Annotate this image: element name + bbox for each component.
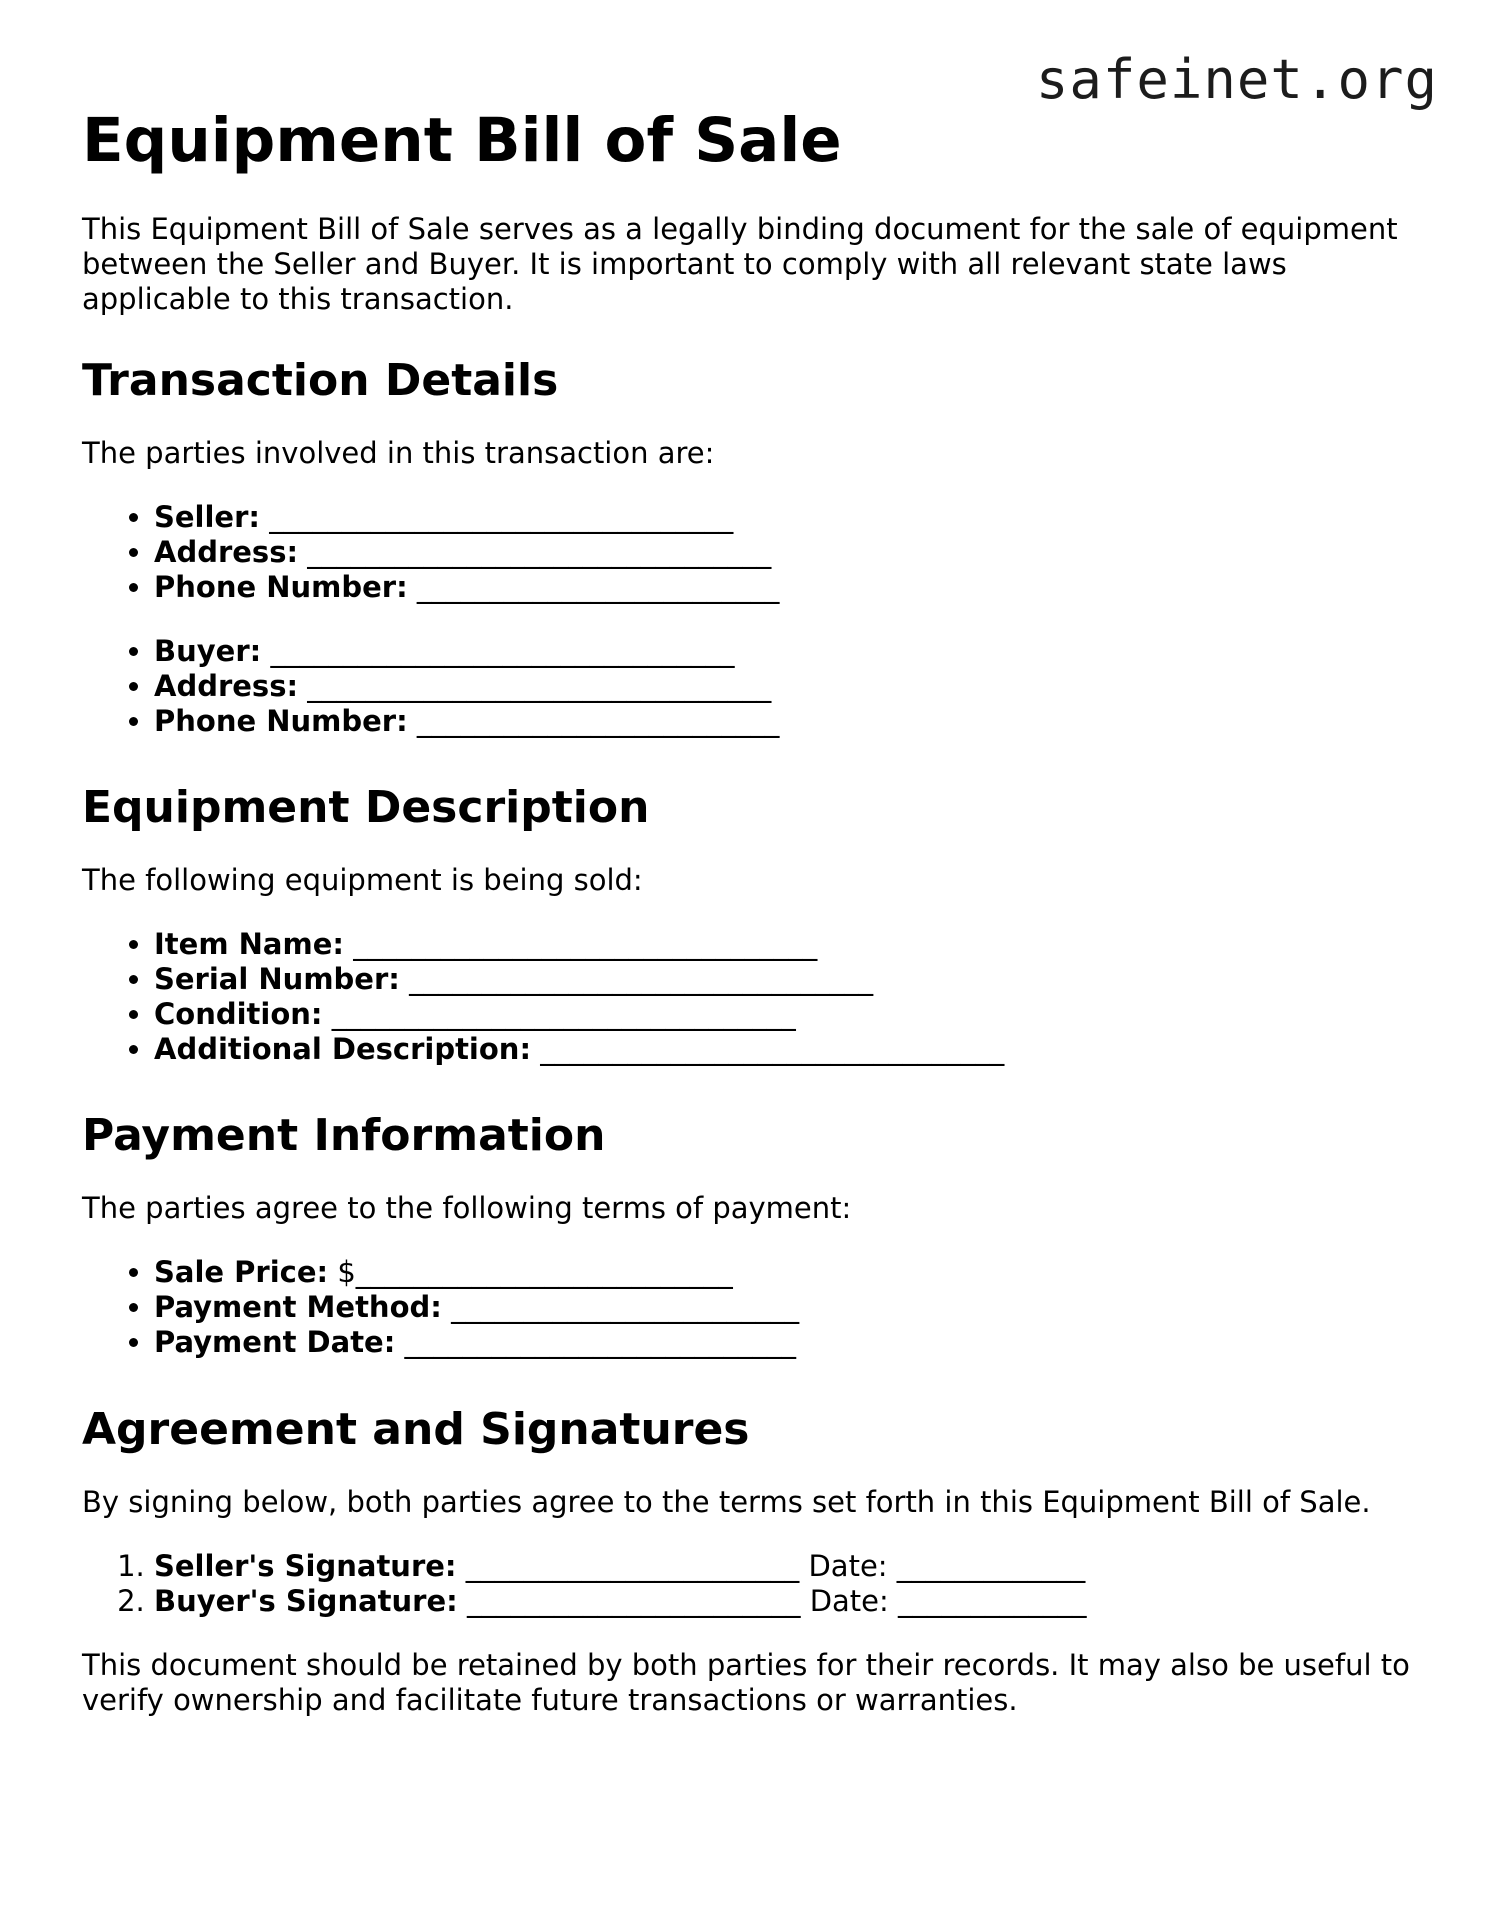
intro-paragraph: This Equipment Bill of Sale serves as a legally binding document for the sale of equipment between the Seller and Buyer. It is important to comply with all relevant state laws applicable to this transaction. (82, 212, 1398, 316)
list-item (154, 669, 1412, 704)
list-item (154, 927, 1412, 962)
list-item (154, 500, 1412, 535)
equipment-section (82, 782, 1412, 1067)
seller-signature-blank[interactable]: _______________________ (465, 1549, 800, 1583)
document-title: Equipment Bill of Sale (82, 105, 842, 176)
list-item (154, 704, 1412, 739)
buyer-label: Buyer: (154, 634, 262, 668)
seller-field-list (82, 500, 1412, 605)
buyer-field-list (82, 634, 1412, 739)
buyer-address-blank[interactable]: ________________________________ (307, 669, 772, 703)
buyer-blank[interactable]: ________________________________ (270, 634, 735, 668)
sale-price-blank[interactable]: $__________________________ (337, 1255, 733, 1289)
equipment-heading: Equipment Description (82, 782, 650, 833)
seller-label: Seller: (154, 500, 261, 534)
seller-address-label: Address: (154, 535, 299, 569)
payment-date-blank[interactable]: ___________________________ (404, 1325, 797, 1359)
payment-field-list (82, 1255, 1412, 1360)
signature-list (82, 1549, 1412, 1619)
buyer-phone-label: Phone Number: (154, 704, 408, 738)
list-item (154, 1255, 1412, 1290)
payment-heading: Payment Information (82, 1110, 606, 1161)
list-item (154, 1325, 1412, 1360)
list-item (154, 535, 1412, 570)
payment-method-blank[interactable]: ________________________ (451, 1290, 800, 1324)
buyer-signature-blank[interactable]: _______________________ (466, 1584, 801, 1618)
equipment-field-list (82, 927, 1412, 1067)
list-item (154, 1549, 1412, 1584)
seller-blank[interactable]: ________________________________ (269, 500, 734, 534)
closing-paragraph: This document should be retained by both parties for their records. It may also be useful to verify ownership and facilitate future transactions or warranties. (82, 1648, 1410, 1717)
condition-label: Condition: (154, 997, 323, 1031)
list-item (154, 634, 1412, 669)
list-item (154, 1584, 1412, 1619)
list-item (154, 997, 1412, 1032)
seller-phone-blank[interactable]: _________________________ (416, 570, 780, 604)
seller-address-blank[interactable]: ________________________________ (307, 535, 772, 569)
agreement-lead: By signing below, both parties agree to the terms set forth in this Equipment Bill of Sale. (82, 1485, 1371, 1519)
item-name-blank[interactable]: ________________________________ (353, 927, 818, 961)
seller-phone-label: Phone Number: (154, 570, 408, 604)
seller-date-label: Date: (808, 1549, 888, 1583)
item-name-label: Item Name: (154, 927, 344, 961)
seller-signature-label: Seller's Signature: (154, 1549, 457, 1583)
sale-price-label: Sale Price: (154, 1255, 329, 1289)
buyer-date-label: Date: (809, 1584, 889, 1618)
seller-date-blank[interactable]: _____________ (896, 1549, 1086, 1583)
list-item (154, 1290, 1412, 1325)
serial-number-label: Serial Number: (154, 962, 400, 996)
payment-section (82, 1110, 1412, 1360)
transaction-section (82, 355, 1412, 739)
buyer-signature-label: Buyer's Signature: (154, 1584, 458, 1618)
list-item (154, 962, 1412, 997)
equipment-lead: The following equipment is being sold: (82, 863, 643, 897)
list-item (154, 570, 1412, 605)
buyer-address-label: Address: (154, 669, 299, 703)
transaction-lead: The parties involved in this transaction are: (82, 436, 715, 470)
additional-description-label: Additional Description: (154, 1032, 532, 1066)
payment-method-label: Payment Method: (154, 1290, 442, 1324)
payment-date-label: Payment Date: (154, 1325, 396, 1359)
condition-blank[interactable]: ________________________________ (331, 997, 796, 1031)
additional-description-blank[interactable]: ________________________________ (540, 1032, 1005, 1066)
buyer-phone-blank[interactable]: _________________________ (416, 704, 780, 738)
agreement-section (82, 1404, 1412, 1619)
transaction-heading: Transaction Details (82, 355, 559, 406)
buyer-date-blank[interactable]: _____________ (898, 1584, 1087, 1618)
list-item (154, 1032, 1412, 1067)
payment-lead: The parties agree to the following terms of payment: (82, 1191, 852, 1225)
serial-number-blank[interactable]: ________________________________ (409, 962, 874, 996)
watermark-text: safeinet.org (1035, 48, 1438, 111)
agreement-heading: Agreement and Signatures (82, 1404, 750, 1455)
